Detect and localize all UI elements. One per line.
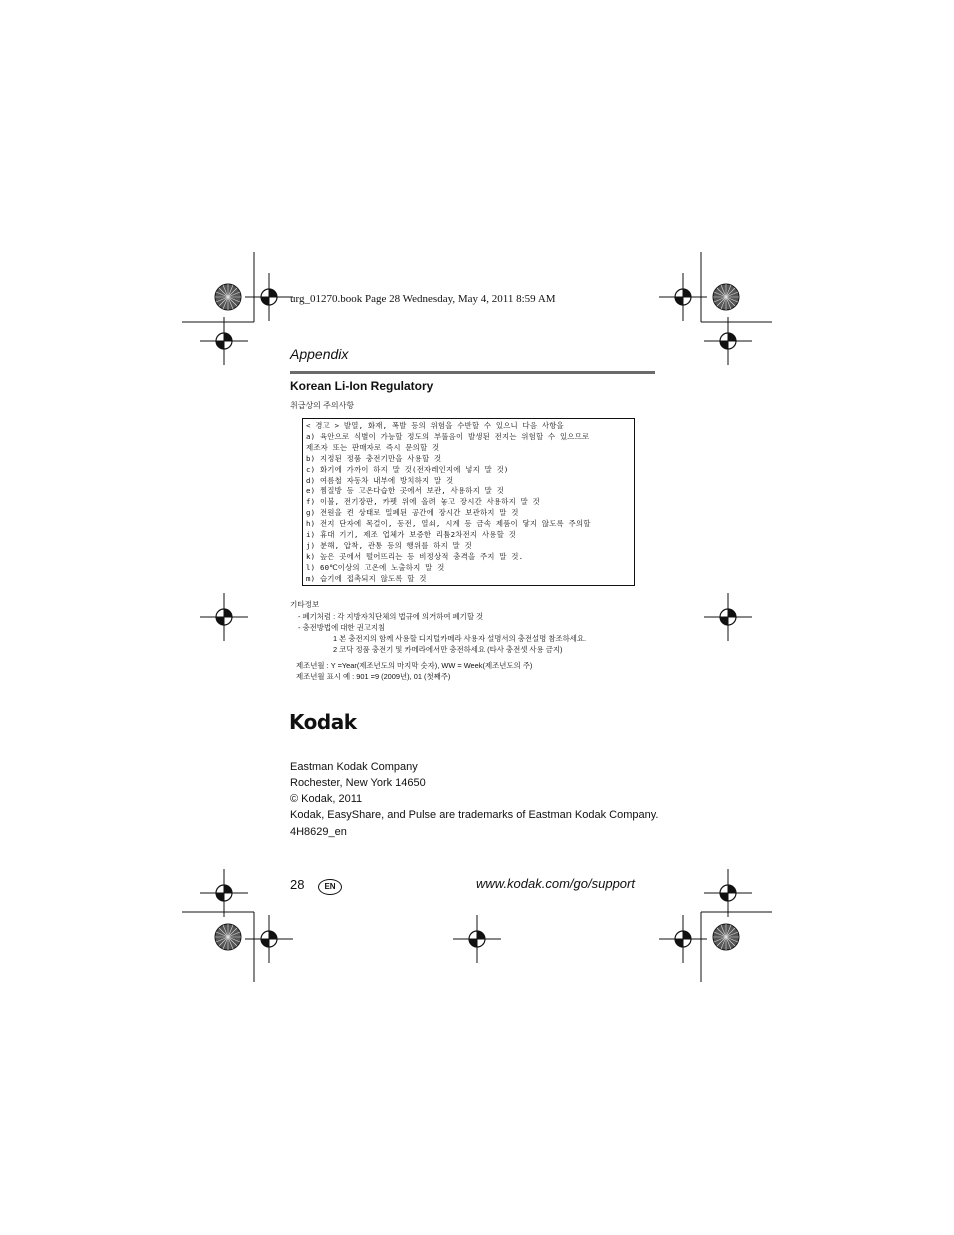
- document-code: 4H8629_en: [290, 826, 347, 838]
- warning-line: k) 높은 곳에서 떨어뜨리는 등 비정상적 충격을 주지 말 것.: [306, 551, 524, 561]
- warning-line: b) 지정된 정품 충전기만을 사용할 것: [306, 453, 442, 463]
- other-info-line: 1 본 충전지의 함께 사용할 디지털카메라 사용자 설명서의 충전설명 참조하세요.: [333, 634, 587, 643]
- section-divider: [290, 371, 655, 374]
- language-badge: EN: [318, 879, 342, 895]
- section-title: Appendix: [290, 346, 349, 362]
- print-header: urg_01270.book Page 28 Wednesday, May 4, 2011 8:59 AM: [290, 293, 556, 305]
- warning-line: 제조자 또는 판매자로 즉시 문의할 것: [306, 442, 440, 452]
- warning-line: j) 분해, 압착, 관통 등의 행위를 하지 말 것: [306, 540, 472, 550]
- warning-line: a) 육안으로 식별이 가능할 정도의 부풀음이 발생된 전지는 위험할 수 있으므로: [306, 431, 590, 441]
- warning-line: e) 찜질방 등 고온다습한 곳에서 보관, 사용하지 말 것: [306, 486, 504, 496]
- page-number: 28: [290, 877, 305, 892]
- warning-line: h) 전지 단자에 목걸이, 동전, 열쇠, 시계 등 금속 제품이 닿지 않도록 주의할: [306, 519, 591, 529]
- warning-line: m) 습기에 접촉되지 않도록 할 것: [306, 573, 427, 583]
- warning-box: [302, 418, 635, 586]
- company-name: Eastman Kodak Company: [290, 761, 418, 773]
- trademark-notice: Kodak, EasyShare, and Pulse are trademarks of Eastman Kodak Company.: [290, 809, 659, 821]
- warning-line: d) 여름철 자동차 내부에 방치하지 말 것: [306, 475, 454, 485]
- other-info-title: 기타정보: [290, 600, 320, 609]
- warning-line: i) 휴대 기기, 제조 업체가 보증한 리튬2차전지 사용할 것: [306, 530, 516, 540]
- manufacture-date-example: 제조년월 표시 예 : 901 =9 (2009년), 01 (첫째주): [296, 672, 451, 681]
- manufacture-date-line: 제조년월 : Y =Year(제조년도의 마지막 숫자), WW = Week(제조년도의 주): [296, 661, 533, 670]
- copyright: © Kodak, 2011: [290, 793, 363, 805]
- caution-subheading: 취급상의 주의사항: [290, 401, 355, 410]
- other-info-line: 2 코닥 정품 충전기 및 카메라에서만 충전하세요 (타사 충전셋 사용 금지): [333, 645, 563, 654]
- support-url: www.kodak.com/go/support: [476, 876, 635, 891]
- warning-line: c) 화기에 가까이 하지 말 것(전자레인지에 넣지 말 것): [306, 464, 509, 474]
- other-info-line: - 폐기처럼 : 각 지방자치단체의 법규에 의거하여 폐기할 것: [298, 612, 484, 621]
- page-heading: Korean Li-Ion Regulatory: [290, 379, 434, 393]
- warning-line: f) 이불, 전기장판, 카펫 위에 올려 놓고 장시간 사용하지 말 것: [306, 497, 540, 507]
- warning-line: g) 전원을 켠 상태로 밀폐된 공간에 장시간 보관하지 말 것: [306, 508, 519, 518]
- other-info-line: - 충전방법에 대한 권고지침: [298, 623, 386, 632]
- company-address: Rochester, New York 14650: [290, 777, 426, 789]
- warning-line: < 경고 > 발열, 화재, 폭발 등의 위험을 수반할 수 있으니 다음 사항을: [306, 421, 564, 430]
- kodak-logo: Kodak: [289, 710, 357, 734]
- warning-line: l) 60℃이상의 고온에 노출하지 말 것: [306, 562, 445, 572]
